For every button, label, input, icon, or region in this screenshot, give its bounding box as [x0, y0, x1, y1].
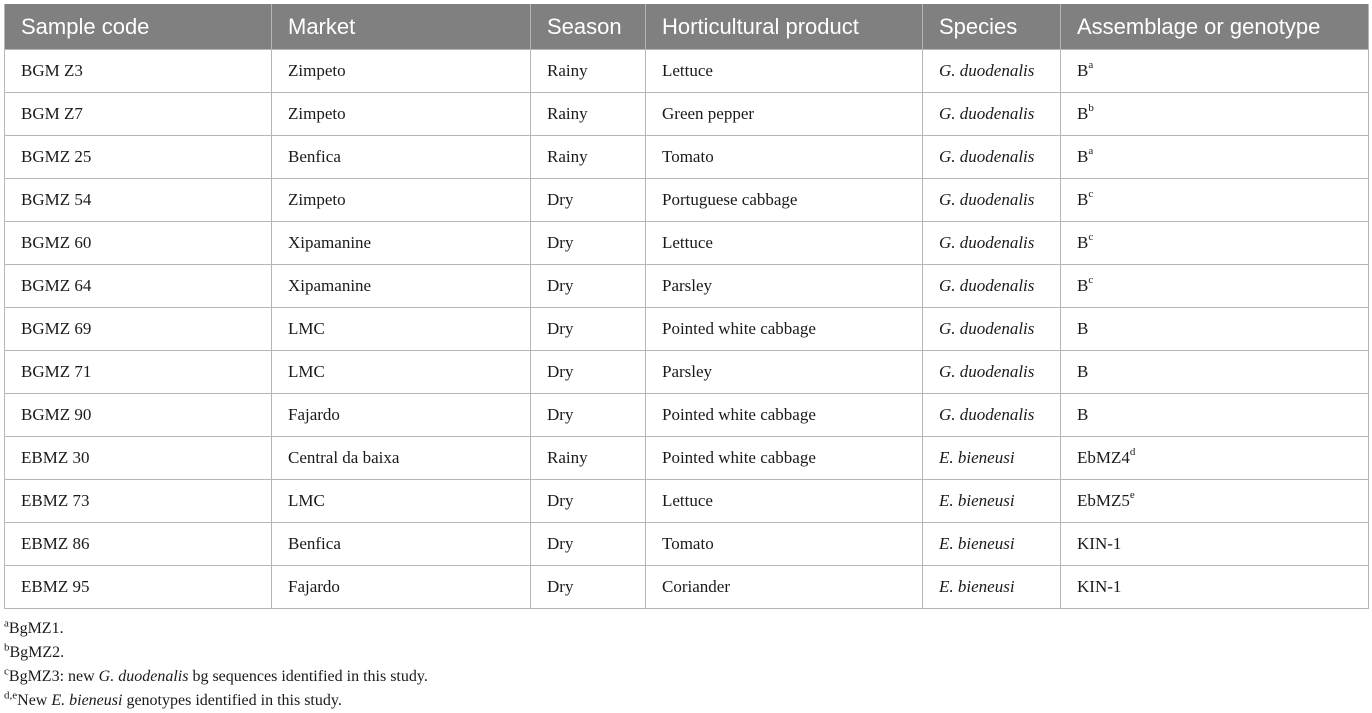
cell-species-text: G. duodenalis: [939, 319, 1035, 338]
cell-market-text: LMC: [288, 491, 325, 510]
cell-species: [923, 93, 1061, 136]
cell-season: [531, 265, 646, 308]
footnote-text-after: bg sequences identified in this study.: [188, 668, 428, 685]
cell-species-text: E. bieneusi: [939, 534, 1015, 553]
cell-sample-code-text: EBMZ 73: [21, 491, 90, 510]
cell-assemblage-genotype-text: KIN-1: [1077, 534, 1122, 553]
cell-species-text: G. duodenalis: [939, 362, 1035, 381]
cell-sample-code: [5, 222, 272, 265]
cell-season: [531, 308, 646, 351]
footnote-mark: c: [4, 665, 9, 678]
cell-species: [923, 437, 1061, 480]
cell-assemblage-genotype: [1061, 308, 1369, 351]
cell-species-text: G. duodenalis: [939, 405, 1035, 424]
cell-assemblage-genotype-text: KIN-1: [1077, 577, 1122, 596]
cell-assemblage-genotype: [1061, 523, 1369, 566]
cell-market-text: Fajardo: [288, 405, 340, 424]
cell-sample-code-text: BGMZ 69: [21, 319, 92, 338]
genotype-footnote-mark: b: [1088, 102, 1094, 115]
cell-market: [272, 566, 531, 609]
cell-horticultural-product-text: Lettuce: [662, 61, 713, 80]
cell-sample-code-text: BGMZ 25: [21, 147, 92, 166]
cell-season: [531, 351, 646, 394]
cell-sample-code-text: BGMZ 71: [21, 362, 92, 381]
cell-horticultural-product-text: Pointed white cabbage: [662, 448, 816, 467]
header-assemblage-genotype: Assemblage or genotype: [1061, 4, 1369, 50]
cell-season: [531, 50, 646, 93]
cell-species: [923, 50, 1061, 93]
cell-horticultural-product: [646, 222, 923, 265]
cell-assemblage-genotype-text: B: [1077, 61, 1089, 80]
cell-season-text: Dry: [547, 276, 574, 295]
cell-species: [923, 394, 1061, 437]
cell-horticultural-product-text: Green pepper: [662, 104, 755, 123]
cell-market: [272, 437, 531, 480]
cell-season: [531, 437, 646, 480]
cell-horticultural-product: [646, 480, 923, 523]
genotype-footnote-mark: e: [1129, 489, 1135, 502]
cell-market: [272, 394, 531, 437]
table-footnotes: [4, 617, 428, 713]
table-row: [5, 394, 1369, 437]
cell-market: [272, 523, 531, 566]
cell-species-text: E. bieneusi: [939, 577, 1015, 596]
table-row: [5, 50, 1369, 93]
cell-season: [531, 179, 646, 222]
genotype-table: [4, 4, 1369, 609]
cell-species-text: E. bieneusi: [939, 491, 1015, 510]
cell-market-text: Zimpeto: [288, 104, 346, 123]
cell-horticultural-product: [646, 179, 923, 222]
cell-species: [923, 136, 1061, 179]
cell-assemblage-genotype-text: B: [1077, 233, 1089, 252]
cell-species: [923, 351, 1061, 394]
genotype-footnote-mark: c: [1088, 188, 1094, 201]
header-season: Season: [531, 4, 646, 50]
cell-assemblage-genotype-text: B: [1077, 362, 1089, 381]
table-row: [5, 351, 1369, 394]
cell-season-text: Dry: [547, 534, 574, 553]
cell-horticultural-product: [646, 136, 923, 179]
header-row: [5, 4, 1369, 50]
results-table-container: [4, 4, 1368, 609]
genotype-footnote-mark: c: [1088, 231, 1094, 244]
cell-season: [531, 566, 646, 609]
cell-sample-code-text: EBMZ 95: [21, 577, 90, 596]
cell-horticultural-product: [646, 566, 923, 609]
cell-sample-code: [5, 136, 272, 179]
cell-sample-code-text: BGM Z7: [21, 104, 83, 123]
cell-assemblage-genotype: [1061, 394, 1369, 437]
cell-sample-code-text: BGMZ 90: [21, 405, 92, 424]
cell-assemblage-genotype-text: B: [1077, 190, 1089, 209]
cell-season-text: Rainy: [547, 147, 588, 166]
header-species: Species: [923, 4, 1061, 50]
cell-horticultural-product: [646, 93, 923, 136]
footnote-text: BgMZ1.: [8, 620, 64, 637]
cell-assemblage-genotype: [1061, 265, 1369, 308]
table-row: [5, 480, 1369, 523]
cell-sample-code: [5, 566, 272, 609]
footnote-mark: d,e: [4, 689, 18, 702]
cell-horticultural-product: [646, 308, 923, 351]
cell-horticultural-product: [646, 523, 923, 566]
cell-sample-code: [5, 50, 272, 93]
cell-species: [923, 308, 1061, 351]
footnote-a: [4, 617, 428, 641]
genotype-footnote-mark: a: [1088, 59, 1094, 72]
footnote-text-after: genotypes identified in this study.: [122, 692, 342, 709]
cell-market-text: Xipamanine: [288, 233, 372, 252]
table-row: [5, 308, 1369, 351]
cell-market: [272, 308, 531, 351]
cell-horticultural-product-text: Pointed white cabbage: [662, 319, 816, 338]
cell-market-text: LMC: [288, 319, 325, 338]
footnote-italic: E. bieneusi: [51, 692, 123, 709]
cell-market-text: LMC: [288, 362, 325, 381]
cell-market-text: Xipamanine: [288, 276, 372, 295]
table-row: [5, 222, 1369, 265]
cell-season: [531, 480, 646, 523]
cell-species-text: G. duodenalis: [939, 147, 1035, 166]
cell-market: [272, 265, 531, 308]
cell-season-text: Dry: [547, 190, 574, 209]
cell-species: [923, 179, 1061, 222]
cell-species-text: G. duodenalis: [939, 276, 1035, 295]
cell-market-text: Zimpeto: [288, 61, 346, 80]
cell-market: [272, 222, 531, 265]
cell-market: [272, 480, 531, 523]
cell-horticultural-product-text: Portuguese cabbage: [662, 190, 798, 209]
cell-species: [923, 523, 1061, 566]
cell-assemblage-genotype: [1061, 351, 1369, 394]
cell-season: [531, 93, 646, 136]
cell-horticultural-product-text: Pointed white cabbage: [662, 405, 816, 424]
header-horticultural-product: Horticultural product: [646, 4, 923, 50]
cell-market-text: Benfica: [288, 534, 341, 553]
cell-market-text: Benfica: [288, 147, 341, 166]
cell-assemblage-genotype-text: B: [1077, 276, 1089, 295]
cell-assemblage-genotype: [1061, 50, 1369, 93]
cell-market-text: Central da baixa: [288, 448, 400, 467]
table-row: [5, 179, 1369, 222]
cell-season-text: Dry: [547, 577, 574, 596]
cell-sample-code: [5, 523, 272, 566]
cell-species-text: G. duodenalis: [939, 233, 1035, 252]
cell-season-text: Dry: [547, 319, 574, 338]
cell-sample-code: [5, 179, 272, 222]
cell-sample-code-text: BGM Z3: [21, 61, 83, 80]
cell-assemblage-genotype-text: EbMZ5: [1077, 491, 1130, 510]
cell-season-text: Rainy: [547, 61, 588, 80]
cell-sample-code: [5, 265, 272, 308]
cell-horticultural-product: [646, 50, 923, 93]
cell-horticultural-product-text: Coriander: [662, 577, 730, 596]
footnote-mark: a: [4, 617, 9, 630]
genotype-footnote-mark: d: [1129, 446, 1136, 459]
cell-species-text: G. duodenalis: [939, 190, 1035, 209]
cell-season-text: Dry: [547, 491, 574, 510]
table-row: [5, 93, 1369, 136]
cell-assemblage-genotype: [1061, 437, 1369, 480]
cell-horticultural-product: [646, 351, 923, 394]
cell-horticultural-product: [646, 437, 923, 480]
cell-market: [272, 136, 531, 179]
cell-sample-code: [5, 394, 272, 437]
genotype-footnote-mark: a: [1088, 145, 1094, 158]
cell-season-text: Rainy: [547, 104, 588, 123]
cell-season-text: Dry: [547, 362, 574, 381]
cell-season-text: Dry: [547, 405, 574, 424]
cell-market: [272, 50, 531, 93]
cell-species-text: G. duodenalis: [939, 104, 1035, 123]
cell-horticultural-product-text: Parsley: [662, 362, 713, 381]
cell-season-text: Dry: [547, 233, 574, 252]
table-body: [5, 50, 1369, 609]
cell-sample-code: [5, 93, 272, 136]
cell-horticultural-product-text: Tomato: [662, 534, 714, 553]
cell-species-text: E. bieneusi: [939, 448, 1015, 467]
cell-assemblage-genotype-text: B: [1077, 147, 1089, 166]
cell-horticultural-product-text: Lettuce: [662, 491, 713, 510]
cell-sample-code: [5, 308, 272, 351]
cell-assemblage-genotype: [1061, 566, 1369, 609]
cell-species: [923, 480, 1061, 523]
cell-sample-code-text: BGMZ 54: [21, 190, 92, 209]
cell-horticultural-product-text: Parsley: [662, 276, 713, 295]
table-row: [5, 523, 1369, 566]
footnote-italic: G. duodenalis: [98, 668, 189, 685]
cell-market: [272, 351, 531, 394]
cell-species: [923, 566, 1061, 609]
cell-assemblage-genotype: [1061, 179, 1369, 222]
cell-assemblage-genotype-text: B: [1077, 405, 1089, 424]
cell-horticultural-product: [646, 265, 923, 308]
cell-sample-code-text: BGMZ 60: [21, 233, 92, 252]
cell-assemblage-genotype: [1061, 480, 1369, 523]
cell-species: [923, 222, 1061, 265]
cell-horticultural-product: [646, 394, 923, 437]
table-row: [5, 437, 1369, 480]
cell-assemblage-genotype-text: B: [1077, 104, 1089, 123]
cell-market-text: Zimpeto: [288, 190, 346, 209]
cell-assemblage-genotype-text: B: [1077, 319, 1089, 338]
footnote-mark: b: [4, 641, 10, 654]
footnote-c: [4, 665, 428, 689]
cell-sample-code-text: BGMZ 64: [21, 276, 92, 295]
cell-horticultural-product-text: Tomato: [662, 147, 714, 166]
cell-assemblage-genotype: [1061, 93, 1369, 136]
cell-season: [531, 523, 646, 566]
cell-sample-code-text: EBMZ 30: [21, 448, 90, 467]
table-row: [5, 265, 1369, 308]
cell-season-text: Rainy: [547, 448, 588, 467]
footnote-text: BgMZ2.: [9, 644, 65, 661]
cell-market: [272, 93, 531, 136]
cell-market: [272, 179, 531, 222]
footnote-text: BgMZ3: new: [8, 668, 99, 685]
cell-season: [531, 394, 646, 437]
cell-horticultural-product-text: Lettuce: [662, 233, 713, 252]
footnote-text: New: [17, 692, 52, 709]
table-row: [5, 566, 1369, 609]
cell-assemblage-genotype: [1061, 222, 1369, 265]
header-market: Market: [272, 4, 531, 50]
table-row: [5, 136, 1369, 179]
footnote-de: [4, 689, 428, 713]
cell-market-text: Fajardo: [288, 577, 340, 596]
table-header: [5, 4, 1369, 50]
cell-species-text: G. duodenalis: [939, 61, 1035, 80]
footnote-b: [4, 641, 428, 665]
cell-sample-code: [5, 480, 272, 523]
cell-assemblage-genotype-text: EbMZ4: [1077, 448, 1130, 467]
genotype-footnote-mark: c: [1088, 274, 1094, 287]
cell-sample-code-text: EBMZ 86: [21, 534, 90, 553]
cell-assemblage-genotype: [1061, 136, 1369, 179]
cell-species: [923, 265, 1061, 308]
cell-sample-code: [5, 351, 272, 394]
cell-season: [531, 222, 646, 265]
cell-season: [531, 136, 646, 179]
cell-sample-code: [5, 437, 272, 480]
header-sample-code: Sample code: [5, 4, 272, 50]
